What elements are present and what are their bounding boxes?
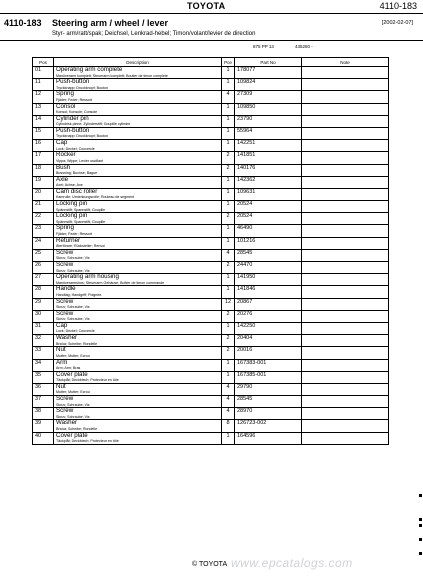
part-name: Cap	[56, 321, 68, 329]
part-translation: Skruv; Schraube; Vis	[56, 317, 90, 322]
row-description	[54, 201, 222, 213]
row-description	[54, 79, 222, 91]
brand-name: TOYOTA	[187, 1, 226, 11]
row-description	[54, 188, 222, 200]
row-description	[54, 127, 222, 139]
row-pos: 29	[33, 298, 54, 310]
row-description	[54, 335, 222, 347]
row-note	[302, 67, 389, 79]
row-description	[54, 298, 222, 310]
row-note	[302, 396, 389, 408]
row-description	[54, 383, 222, 395]
page-code: 4110-183	[379, 1, 417, 11]
row-pieces: 1	[222, 322, 235, 334]
row-pieces: 2	[222, 262, 235, 274]
row-note	[302, 274, 389, 286]
parts-table	[32, 57, 389, 445]
row-part-no: 101216	[235, 237, 302, 249]
part-name: Cam disc roller	[56, 187, 98, 195]
table-row	[33, 274, 389, 286]
row-part-no: 167383-001	[235, 359, 302, 371]
row-part-no: 20524	[235, 201, 302, 213]
table-row	[33, 164, 389, 176]
row-note	[302, 79, 389, 91]
row-note	[302, 286, 389, 298]
row-description	[54, 213, 222, 225]
scroll-marker	[419, 552, 422, 555]
row-pieces: 1	[222, 79, 235, 91]
row-pos: 37	[33, 396, 54, 408]
row-pos: 11	[33, 79, 54, 91]
column-header-description: Description	[54, 58, 222, 67]
part-name: Operating arm complete	[56, 66, 123, 73]
row-pieces: 1	[222, 432, 235, 444]
row-pos: 23	[33, 225, 54, 237]
column-header-part-no: Part No	[235, 58, 302, 67]
part-name: Spring	[56, 90, 74, 98]
part-name: Screw	[56, 261, 74, 268]
row-description	[54, 115, 222, 127]
table-row	[33, 176, 389, 188]
table-row	[33, 347, 389, 359]
part-name: Rocker	[56, 151, 76, 159]
row-part-no: 126723-002	[235, 420, 302, 432]
part-translation: Mutter; Mutter; Ecrou	[56, 353, 90, 358]
row-part-no: 27309	[235, 91, 302, 103]
row-description	[54, 359, 222, 371]
row-description	[54, 286, 222, 298]
row-note	[302, 91, 389, 103]
table-row	[33, 225, 389, 237]
row-description	[54, 176, 222, 188]
part-translation: Skruv; Schraube; Vis	[56, 414, 90, 419]
row-pieces: 1	[222, 237, 235, 249]
column-header-pos: Pos	[33, 58, 54, 67]
row-part-no: 28970	[235, 408, 302, 420]
row-note	[302, 115, 389, 127]
row-note	[302, 127, 389, 139]
row-part-no: 141846	[235, 286, 302, 298]
table-row	[33, 237, 389, 249]
part-name: Nut	[56, 382, 66, 390]
part-translation: Arm; Arm; Bras	[56, 366, 81, 370]
part-translation: Skruv; Schraube; Vis	[56, 268, 90, 273]
part-name: Screw	[56, 309, 74, 317]
row-note	[302, 140, 389, 152]
row-part-no: 141851	[235, 152, 302, 164]
row-note	[302, 383, 389, 395]
section-code: 4110-183	[4, 18, 42, 28]
row-pieces: 4	[222, 249, 235, 261]
row-pos: 15	[33, 127, 54, 139]
table-row	[33, 67, 389, 79]
part-translation: Axel; Achse; Axe	[56, 183, 83, 188]
row-pos: 17	[33, 152, 54, 164]
part-name: Push-button	[56, 126, 90, 134]
row-part-no: 109631	[235, 188, 302, 200]
row-pieces: 4	[222, 408, 235, 420]
table-row	[33, 335, 389, 347]
table-row	[33, 286, 389, 298]
row-description	[54, 164, 222, 176]
row-note	[302, 213, 389, 225]
table-row	[33, 310, 389, 322]
page-header	[0, 0, 423, 14]
part-name: Cap	[56, 139, 68, 147]
part-name: Cylinder pin	[56, 114, 89, 122]
row-part-no: 20404	[235, 335, 302, 347]
row-part-no: 109824	[235, 79, 302, 91]
watermark: www.epcatalogs.com	[231, 556, 353, 570]
row-pos: 31	[33, 322, 54, 334]
row-pieces: 1	[222, 274, 235, 286]
row-description	[54, 408, 222, 420]
row-pos: 16	[33, 140, 54, 152]
table-row	[33, 432, 389, 444]
row-description	[54, 103, 222, 115]
column-header-pieces: Pce	[222, 58, 235, 67]
row-pos: 22	[33, 213, 54, 225]
row-pos: 25	[33, 249, 54, 261]
part-translation: Konsol; Konsole; Console	[56, 110, 98, 115]
row-pieces: 2	[222, 347, 235, 359]
part-translation: Mutter; Mutter; Ecrou	[56, 390, 90, 395]
row-note	[302, 225, 389, 237]
table-row	[33, 103, 389, 115]
row-pieces: 4	[222, 383, 235, 395]
row-note	[302, 335, 389, 347]
part-translation: Lock; Deckel; Couvercle	[56, 329, 95, 334]
row-pos: 40	[33, 432, 54, 444]
row-part-no: 29790	[235, 383, 302, 395]
row-description	[54, 371, 222, 383]
row-pieces: 1	[222, 286, 235, 298]
row-note	[302, 164, 389, 176]
scroll-marker	[419, 494, 422, 497]
row-pos: 14	[33, 115, 54, 127]
row-part-no: 20016	[235, 347, 302, 359]
row-pieces: 2	[222, 152, 235, 164]
row-note	[302, 322, 389, 334]
table-row	[33, 127, 389, 139]
table-row	[33, 201, 389, 213]
row-pos: 20	[33, 188, 54, 200]
row-part-no: 20867	[235, 298, 302, 310]
row-description	[54, 274, 222, 286]
row-part-no: 28545	[235, 396, 302, 408]
part-translation: Bussning; Buchse; Bague	[56, 171, 98, 175]
row-note	[302, 152, 389, 164]
part-name: Axle	[56, 175, 69, 183]
part-name: Washer	[56, 419, 78, 427]
row-note	[302, 432, 389, 444]
row-note	[302, 188, 389, 200]
row-note	[302, 298, 389, 310]
row-note	[302, 359, 389, 371]
row-part-no: 28545	[235, 249, 302, 261]
row-pieces: 1	[222, 359, 235, 371]
part-translation: Bricka; Scheibe; Rondelle	[56, 341, 98, 346]
row-description	[54, 237, 222, 249]
part-name: Screw	[56, 407, 74, 415]
part-name: Washer	[56, 334, 78, 342]
part-name: Screw	[56, 248, 74, 256]
row-pieces: 4	[222, 396, 235, 408]
row-part-no: 142250	[235, 322, 302, 334]
row-pos: 12	[33, 91, 54, 103]
row-part-no: 141950	[235, 274, 302, 286]
row-pos: 18	[33, 164, 54, 176]
table-row	[33, 249, 389, 261]
row-description	[54, 322, 222, 334]
part-translation: Skruv; Schraube; Vis	[56, 256, 90, 261]
table-row	[33, 359, 389, 371]
part-translation: Manöverarmshus; Steuerarm Gehäuse; Boîtier de timon commande	[56, 280, 165, 285]
row-pieces: 12	[222, 298, 235, 310]
part-translation: Spännstift; Spannstift; Goupille	[56, 219, 106, 224]
row-description	[54, 432, 222, 444]
row-part-no: 164596	[235, 432, 302, 444]
row-pos: 30	[33, 310, 54, 322]
scrollbar[interactable]	[418, 490, 423, 577]
table-row	[33, 383, 389, 395]
part-translation: Fjäder; Feder; Ressort	[56, 97, 92, 102]
part-translation: Fjäder; Feder; Ressort	[56, 231, 92, 236]
row-pieces: 1	[222, 115, 235, 127]
row-pieces: 1	[222, 225, 235, 237]
table-row	[33, 420, 389, 432]
row-note	[302, 103, 389, 115]
table-row	[33, 140, 389, 152]
row-note	[302, 408, 389, 420]
row-pieces: 1	[222, 127, 235, 139]
part-name: Returner	[56, 236, 81, 244]
row-note	[302, 262, 389, 274]
scroll-marker	[419, 524, 422, 527]
part-name: Bush	[56, 163, 71, 171]
row-part-no: 20524	[235, 213, 302, 225]
row-pieces: 4	[222, 91, 235, 103]
row-pos: 28	[33, 286, 54, 298]
part-translation: Täckplåt; Deckblech; Protecteur en tôle	[56, 439, 119, 444]
part-name: Arm	[56, 358, 68, 366]
row-pos: 38	[33, 408, 54, 420]
title-rule	[0, 40, 423, 41]
part-translation: Skruv; Schraube; Vis	[56, 402, 90, 407]
row-part-no: 109850	[235, 103, 302, 115]
row-note	[302, 420, 389, 432]
row-pieces: 1	[222, 176, 235, 188]
row-pos: 32	[33, 335, 54, 347]
scroll-marker	[419, 538, 422, 541]
row-description	[54, 262, 222, 274]
row-pieces: 1	[222, 103, 235, 115]
row-part-no: 140176	[235, 164, 302, 176]
row-pieces: 2	[222, 164, 235, 176]
part-name: Operating arm housing	[56, 273, 119, 281]
row-pieces: 2	[222, 213, 235, 225]
scroll-marker	[419, 518, 422, 521]
table-row	[33, 262, 389, 274]
part-name: Screw	[56, 395, 74, 403]
header-rule	[0, 13, 423, 14]
row-part-no: 55964	[235, 127, 302, 139]
revision-date: [2002-02-07]	[381, 20, 413, 26]
parts-table-body	[33, 67, 389, 445]
footer-brand: © TOYOTA	[192, 561, 228, 568]
row-part-no: 20276	[235, 310, 302, 322]
table-row	[33, 79, 389, 91]
table-row	[33, 188, 389, 200]
row-note	[302, 237, 389, 249]
row-pos: 26	[33, 262, 54, 274]
row-note	[302, 201, 389, 213]
row-description	[54, 420, 222, 432]
part-translation: Tryckknapp; Druckknopf; Bouton	[56, 85, 109, 90]
row-pieces: 2	[222, 335, 235, 347]
model-reference: 875 PP 13	[253, 44, 274, 49]
part-translation: Handtag; Handgriff; Poignée.	[56, 292, 103, 297]
part-translation: Täckplåt; Deckblech; Protecteur en tôle	[56, 378, 119, 383]
row-description	[54, 396, 222, 408]
part-name: Locking pin	[56, 212, 88, 220]
part-name: Locking pin	[56, 200, 88, 208]
row-note	[302, 310, 389, 322]
part-name: Push-button	[56, 78, 90, 86]
row-pos: 33	[33, 347, 54, 359]
row-description	[54, 140, 222, 152]
row-description	[54, 310, 222, 322]
table-row	[33, 115, 389, 127]
row-pos: 01	[33, 67, 54, 79]
table-row	[33, 396, 389, 408]
row-pos: 24	[33, 237, 54, 249]
row-pos: 39	[33, 420, 54, 432]
part-name: Cover plate	[56, 370, 88, 378]
row-pieces: 1	[222, 201, 235, 213]
part-translation: Bricka; Scheibe; Rondelle	[56, 426, 98, 431]
page-subtitle: Styr- arm/ratt/spak; Deichsel, Lenkrad-hebel; Timon/volant/levier de direction	[52, 31, 256, 37]
table-row	[33, 213, 389, 225]
part-translation: Kamrulle; Umlenkungsrolle; Rouleau de segment	[56, 195, 135, 200]
part-name: Nut	[56, 346, 66, 354]
serial-reference: 435260 -	[295, 44, 313, 49]
row-description	[54, 152, 222, 164]
row-pieces: 1	[222, 188, 235, 200]
table-row	[33, 91, 389, 103]
part-name: Consol	[56, 102, 76, 110]
table-row	[33, 371, 389, 383]
part-translation: Manöverarm komplett; Steuerarm komplett; Boutier de timon complete	[56, 73, 168, 78]
part-translation: Återförare; Rücksteller; Renvoi	[56, 244, 105, 249]
row-description	[54, 249, 222, 261]
table-row	[33, 152, 389, 164]
part-translation: Cylindrisk pinne; Zylinderstift; Goupille cylindre	[56, 122, 131, 127]
row-pieces: 8	[222, 420, 235, 432]
page-title: Steering arm / wheel / lever	[52, 18, 169, 28]
row-pos: 19	[33, 176, 54, 188]
row-part-no: 142362	[235, 176, 302, 188]
table-row	[33, 408, 389, 420]
row-pieces: 1	[222, 371, 235, 383]
row-pieces: 1	[222, 67, 235, 79]
part-translation: Spännstift; Spannstift; Goupille	[56, 207, 106, 212]
row-pos: 13	[33, 103, 54, 115]
row-pos: 35	[33, 371, 54, 383]
part-name: Spring	[56, 224, 74, 232]
row-description	[54, 225, 222, 237]
row-note	[302, 176, 389, 188]
row-description	[54, 91, 222, 103]
part-translation: Skruv; Schraube; Vis	[56, 305, 90, 310]
table-row	[33, 322, 389, 334]
row-pos: 36	[33, 383, 54, 395]
column-header-note: Note	[302, 58, 389, 67]
part-translation: Vippa; Wippe; Levier oscillant	[56, 158, 104, 163]
row-note	[302, 249, 389, 261]
row-part-no: 167385-001	[235, 371, 302, 383]
table-row	[33, 298, 389, 310]
row-part-no: 178077	[235, 67, 302, 79]
row-note	[302, 371, 389, 383]
row-pos: 27	[33, 274, 54, 286]
row-part-no: 23790	[235, 115, 302, 127]
row-part-no: 24470	[235, 262, 302, 274]
row-pos: 34	[33, 359, 54, 371]
row-pos: 21	[33, 201, 54, 213]
row-description	[54, 347, 222, 359]
row-part-no: 46490	[235, 225, 302, 237]
part-name: Cover plate	[56, 431, 88, 439]
part-translation: Tryckknapp; Druckknopf; Bouton	[56, 134, 109, 139]
row-pieces: 1	[222, 140, 235, 152]
row-description	[54, 67, 222, 79]
row-pieces: 2	[222, 310, 235, 322]
part-translation: Lock; Deckel; Couvercle	[56, 146, 95, 151]
part-name: Screw	[56, 297, 74, 305]
part-name: Handle	[56, 285, 76, 293]
row-part-no: 142251	[235, 140, 302, 152]
row-note	[302, 347, 389, 359]
